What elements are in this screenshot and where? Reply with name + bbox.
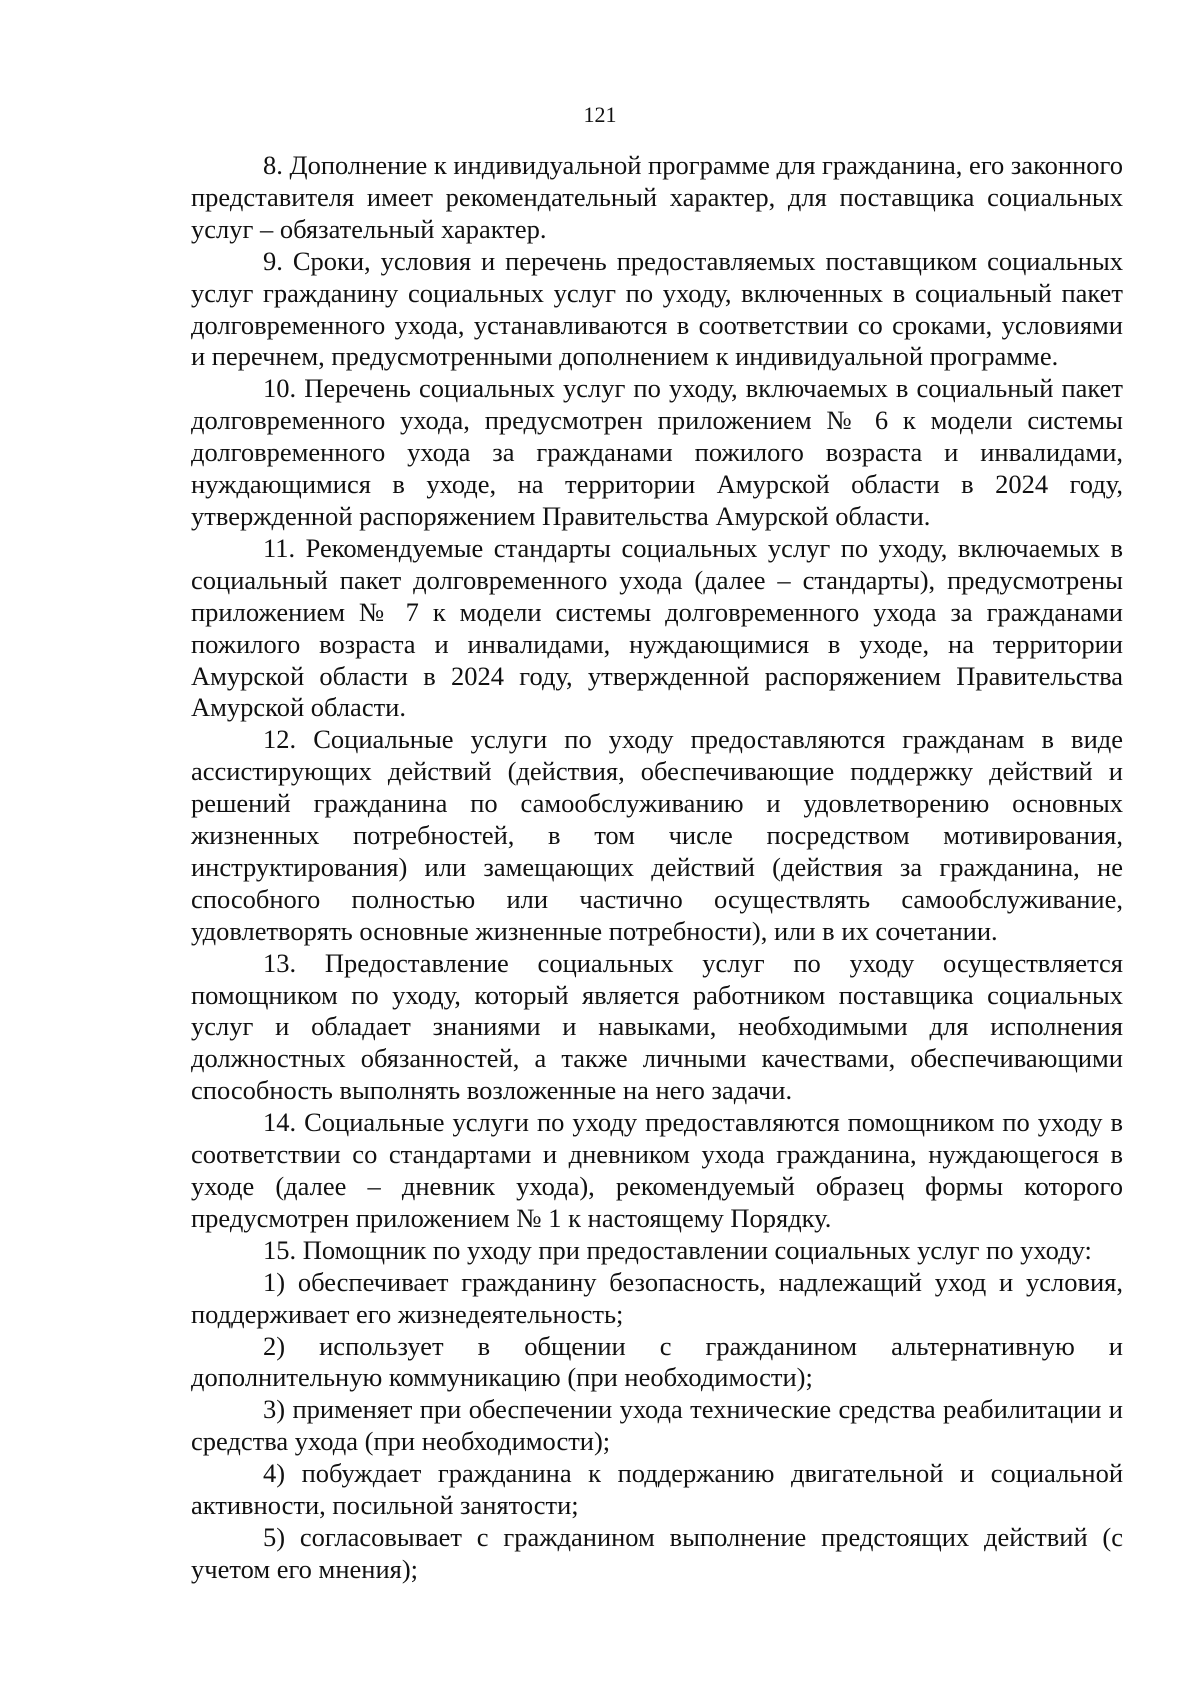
- paragraph-14: 14. Социальные услуги по уходу предоставляются помощником по уходу в соответствии со стандартами и дневником ухода гражданина, нуждающегося в уходе (далее – дневник ухода), рекомендуемый образец формы которого предусмотрен приложением № 1 к настоящему Порядку.: [191, 1107, 1123, 1233]
- paragraph-11: 11. Рекомендуемые стандарты социальных услуг по уходу, включаемых в социальный пакет долговременного ухода (далее – стандарты), предусмотрены приложением № 7 к модели системы долговременного ухода за гражданами пожилого возраста и инвалидами, нуждающимися в уходе, на территории Амурской области в 2024 году, утвержденной распоряжением Правительства Амурской области.: [191, 532, 1123, 723]
- list-item-1: 1) обеспечивает гражданину безопасность, надлежащий уход и условия, поддерживает его жизнедеятельность;: [191, 1266, 1123, 1329]
- paragraph-15: 15. Помощник по уходу при предоставлении социальных услуг по уходу:: [263, 1234, 1092, 1265]
- list-item-2: 2) использует в общении с гражданином альтернативную и дополнительную коммуникацию (при необходимости);: [191, 1330, 1123, 1393]
- document-body: [191, 150, 1123, 1586]
- paragraph-13: 13. Предоставление социальных услуг по уходу осуществляется помощником по уходу, который является работником поставщика социальных услуг и обладает знаниями и навыками, необходимыми для исполнения должностных обязанностей, а также личными качествами, обеспечивающими способность выполнять возложенные на него задачи.: [191, 947, 1123, 1106]
- paragraph-12: 12. Социальные услуги по уходу предоставляются гражданам в виде ассистирующих действий (действия, обеспечивающие поддержку действий и решений гражданина по самообслуживанию и удовлетворению основных жизненных потребностей, в том числе посредством мотивирования, инструктирования) или замещающих действий (действия за гражданина, не способного полностью или частично осуществлять самообслуживание, удовлетворять основные жизненные потребности), или в их сочетании.: [191, 724, 1123, 946]
- paragraph-9: 9. Сроки, условия и перечень предоставляемых поставщиком социальных услуг гражданину социальных услуг по уходу, включенных в социальный пакет долговременного ухода, устанавливаются в соответствии со сроками, условиями и перечнем, предусмотренными дополнением к индивидуальной программе.: [191, 245, 1123, 372]
- list-item-5: 5) согласовывает с гражданином выполнение предстоящих действий (с учетом его мнения);: [191, 1521, 1123, 1584]
- page-number: 121: [583, 102, 617, 127]
- paragraph-8: 8. Дополнение к индивидуальной программе для гражданина, его законного представителя имеет рекомендательный характер, для поставщика социальных услуг – обязательный характер.: [191, 150, 1123, 244]
- list-item-3: 3) применяет при обеспечении ухода технические средства реабилитации и средства ухода (при необходимости);: [191, 1394, 1123, 1457]
- paragraph-10: 10. Перечень социальных услуг по уходу, включаемых в социальный пакет долговременного ухода, предусмотрен приложением № 6 к модели системы долговременного ухода за гражданами пожилого возраста и инвалидами, нуждающимися в уходе, на территории Амурской области в 2024 году, утвержденной распоряжением Правительства Амурской области.: [191, 373, 1123, 531]
- list-item-4: 4) побуждает гражданина к поддержанию двигательной и социальной активности, посильной занятости;: [191, 1458, 1123, 1521]
